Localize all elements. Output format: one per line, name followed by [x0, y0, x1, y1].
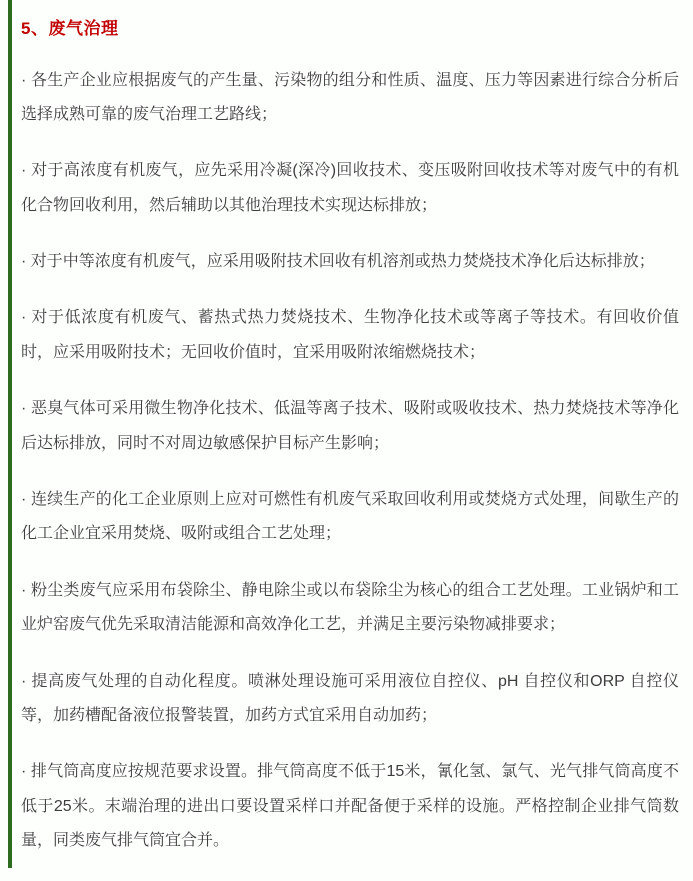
paragraph-automation: · 提高废气处理的自动化程度。喷淋处理设施可采用液位自控仪、pH 自控仪和ORP 自控仪等，加药槽配备液位报警装置，加药方式宜采用自动加药； [21, 672, 679, 724]
paragraph-high-concentration: · 对于高浓度有机废气，应先采用冷凝(深冷)回收技术、变压吸附回收技术等对废气中的有机化合物回收利用，然后辅助以其他治理技术实现达标排放； [21, 162, 679, 214]
paragraph-continuous-production: · 连续生产的化工企业原则上应对可燃性有机废气采取回收利用或焚烧方式处理，间歇生产的化工企业宜采用焚烧、吸附或组合工艺处理； [21, 491, 679, 543]
section-heading: 5、废气治理 [21, 19, 119, 38]
paragraph-process-selection: · 各生产企业应根据废气的产生量、污染物的组分和性质、温度、压力等因素进行综合分析后选择成熟可靠的废气治理工艺路线； [21, 71, 679, 123]
paragraph-odor-gas: · 恶臭气体可采用微生物净化技术、低温等离子技术、吸附或吸收技术、热力焚烧技术等净化后达标排放，同时不对周边敏感保护目标产生影响； [21, 400, 679, 452]
paragraph-low-concentration: · 对于低浓度有机废气、蓄热式热力焚烧技术、生物净化技术或等离子等技术。有回收价值时，应采用吸附技术；无回收价值时，宜采用吸附浓缩燃烧技术； [21, 309, 679, 361]
paragraph-dust-gas: · 粉尘类废气应采用布袋除尘、静电除尘或以布袋除尘为核心的组合工艺处理。工业锅炉和工业炉窑废气优先采取清洁能源和高效净化工艺，并满足主要污染物减排要求； [21, 581, 679, 634]
paragraph-stack-height: · 排气筒高度应按规范要求设置。排气筒高度不低于15米，氰化氢、氯气、光气排气筒高度不低于25米。末端治理的进出口要设置采样口并配备便于采样的设施。严格控制企业排气筒数量，同类废气排气筒宜合并。 [21, 763, 679, 850]
paragraph-medium-concentration: · 对于中等浓度有机废气，应采用吸附技术回收有机溶剂或热力焚烧技术净化后达标排放； [21, 253, 655, 271]
